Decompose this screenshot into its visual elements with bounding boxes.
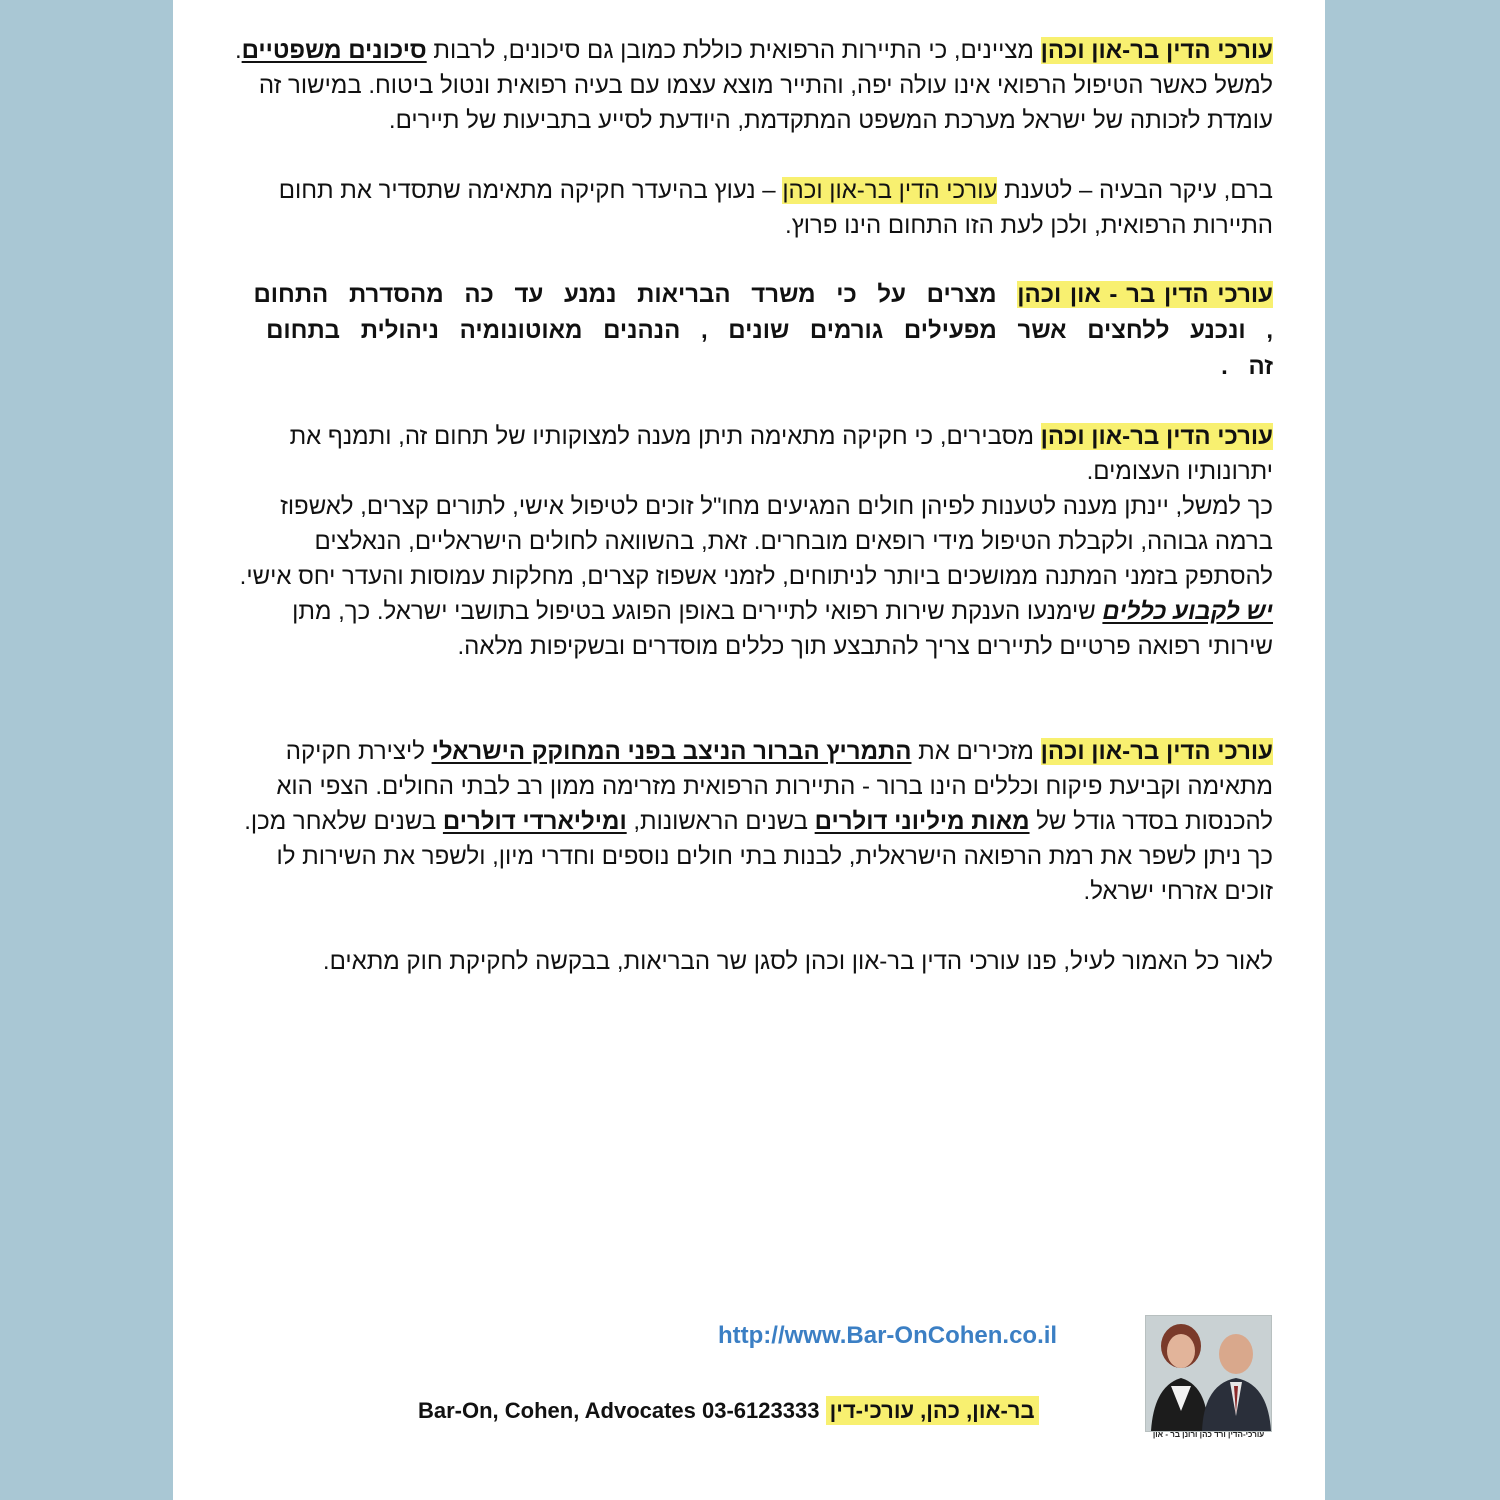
signature-english: Bar-On, Cohen, Advocates 03-6123333 <box>418 1398 826 1423</box>
text: ברם, עיקר הבעיה – לטענת <box>997 177 1273 204</box>
text: בשנים הראשונות, <box>626 808 815 835</box>
photo-caption: עורכי-הדין ורד כהן ורונן בר - און <box>1152 1430 1265 1439</box>
underlined-phrase: סיכונים משפטיים <box>241 37 427 64</box>
text: מסבירים, כי חקיקה מתאימה תיתן מענה למצוקותיו של תחום זה, ותמנף את יתרונותיו העצומים. <box>289 423 1273 485</box>
firm-highlight: עורכי הדין בר-און וכהן <box>1040 423 1273 450</box>
paragraph-6 <box>231 944 1273 979</box>
text: שימנעו הענקת שירות רפואי לתיירים באופן הפוגע בטיפול בתושבי ישראל. כך, מתן שירותי רפואה פרטיים לתיירים צריך להתבצע תוך כללים מוסדרים ובשקיפות מלאה. <box>292 598 1273 660</box>
text: מצרים על כי משרד הבריאות נמנע עד כה מהסדרת התחום , ונכנע ללחצים אשר מפעילים גורמים שונים , הנהנים מאוטונומיה ניהולית בתחום זה . <box>253 281 1273 380</box>
text: מזכירים את <box>911 738 1041 765</box>
underlined-phrase: יש לקבוע כללים <box>1102 598 1273 625</box>
text: – נעוץ בהיעדר חקיקה מתאימה שתסדיר את תחום התיירות הרפואית, ולכן לעת הזו התחום הינו פרוץ. <box>278 177 1273 239</box>
text: . למשל כאשר הטיפול הרפואי אינו עולה יפה, והתייר מוצא עצמו עם בעיה רפואית ונטול ביטוח. במישור זה עומדת לזכותה של ישראל מערכת המשפט המתקדמת, היודעת לסייע בתביעות של תיירים. <box>234 37 1273 134</box>
paragraph-4b <box>231 489 1273 664</box>
text: ליצירת חקיקה מתאימה וקביעת פיקוח וכללים הינו ברור - התיירות הרפואית מזרימה ממון רב לבתי החולים. הצפי הוא להכנסות בסדר גודל של <box>276 738 1273 835</box>
text: לאור כל האמור לעיל, פנו עורכי הדין בר-און וכהן לסגן שר הבריאות, בבקשה לחקיקת חוק מתאים. <box>322 948 1273 975</box>
underlined-phrase: ומיליארדי דולרים <box>442 808 627 835</box>
paragraph-1 <box>231 33 1273 138</box>
text: בשנים שלאחר מכן. כך ניתן לשפר את רמת הרפואה הישראלית, לבנות בתי חולים נוספים וחדרי מיון, ולשפר את השירות לו זוכים אזרחי ישראל. <box>244 808 1273 905</box>
signature-line <box>418 1398 1039 1424</box>
letter-body <box>231 33 1273 979</box>
signature-hebrew: בר-און, כהן, עורכי-דין <box>826 1396 1039 1425</box>
website-link[interactable]: http://www.Bar-OnCohen.co.il <box>718 1322 1058 1349</box>
firm-highlight: עורכי הדין בר-און וכהן <box>1040 738 1273 765</box>
paragraph-5 <box>231 734 1273 909</box>
paragraph-2 <box>231 173 1273 243</box>
firm-highlight: עורכי הדין בר-און וכהן <box>782 177 998 204</box>
paragraph-4 <box>231 419 1273 489</box>
letter-page <box>173 0 1325 1500</box>
letter-footer <box>173 1310 1325 1450</box>
firm-highlight: עורכי הדין בר-און וכהן <box>1040 37 1273 64</box>
firm-highlight: עורכי הדין בר - און וכהן <box>1017 281 1273 308</box>
underlined-phrase: התמריץ הברור הניצב בפני המחוקק הישראלי <box>431 738 912 765</box>
underlined-phrase: מאות מיליוני דולרים <box>814 808 1030 835</box>
text: כך למשל, יינתן מענה לטענות לפיהן חולים המגיעים מחו"ל זוכים לטיפול אישי, לתורים קצרים, לאשפוז ברמה גבוהה, ולקבלת הטיפול מידי רופאים מובחרים. זאת, בהשוואה לחולים הישראליים, הנאלצים להסתפק בזמני המתנה ממושכים ביותר לניתוחים, לזמני אשפוז קצרים, מחלקות עמוסות והעדר יחס אישי. <box>239 493 1273 590</box>
text: מציינים, כי התיירות הרפואית כוללת כמובן גם סיכונים, לרבות <box>426 37 1041 64</box>
lawyers-photo <box>1145 1315 1272 1432</box>
paragraph-3 <box>231 277 1273 385</box>
